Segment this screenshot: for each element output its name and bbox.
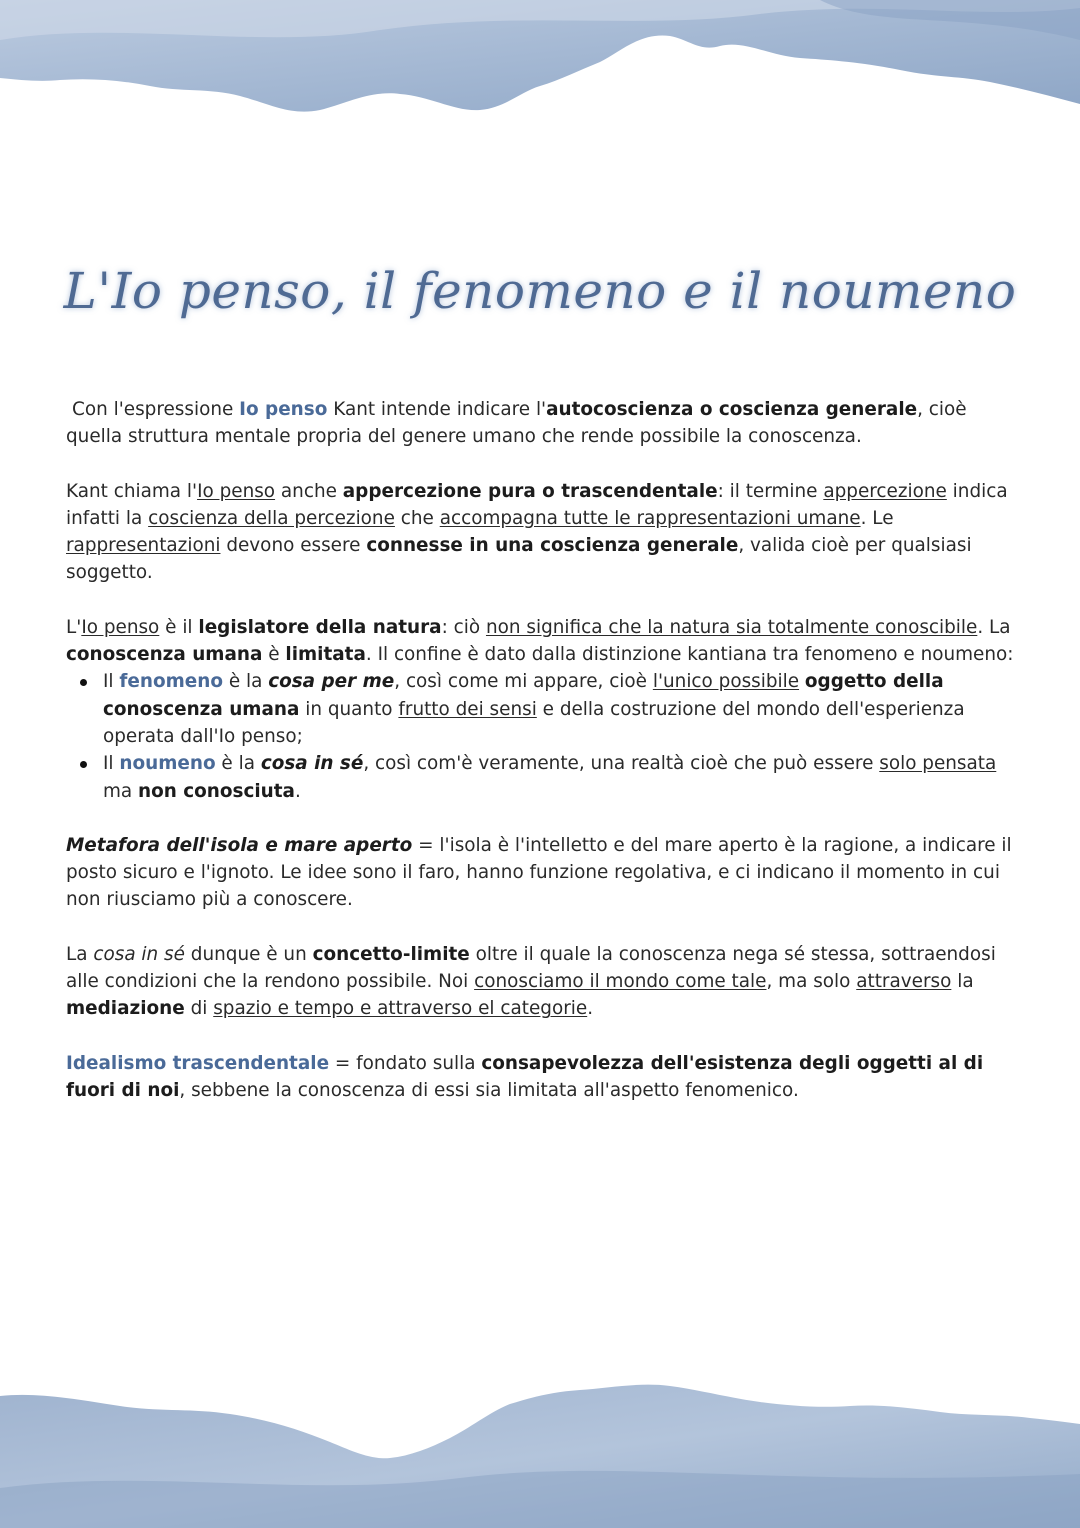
paragraph-legislatore: L'Io penso è il legislatore della natura: ciò non significa che la natura sia totalmente conoscibile. La conoscenza umana è limitata. Il confine è dato dalla distinzione kantiana tra fenomeno e noumeno:: [66, 616, 1014, 666]
term-io-penso: Io penso: [239, 399, 328, 420]
bottom-watercolor-decoration: [0, 1378, 1080, 1528]
paragraph-metafora: Metafora dell'isola e mare aperto = l'isola è l'intelletto e del mare aperto è la ragione, a indicare il posto sicuro e l'ignoto. Le idee sono il faro, hanno funzione regolativa, e ci indicano il momento in cui non riusciamo più a conoscere.: [66, 834, 1012, 911]
paragraph-cosa-in-se: La cosa in sé dunque è un concetto-limite oltre il quale la conoscenza nega sé stessa, sottraendosi alle condizioni che la rendono possibile. Noi conosciamo il mondo come tale, ma solo attraverso la mediazione di spazio e tempo e attraverso el categorie.: [66, 943, 996, 1020]
paragraph-appercezione: Kant chiama l'Io penso anche appercezione pura o trascendentale: il termine appercezione indica infatti la coscienza della percezione che accompagna tutte le rappresentazioni umane. Le rappresentazioni devono essere connesse in una coscienza generale, valida cioè per qualsiasi soggetto.: [66, 480, 1008, 584]
paragraph-idealismo: Idealismo trascendentale = fondato sulla consapevolezza dell'esistenza degli oggetti al di fuori di noi, sebbene la conoscenza di essi sia limitata all'aspetto fenomenico.: [66, 1052, 984, 1101]
list-item-noumeno: Il noumeno è la cosa in sé, così com'è veramente, una realtà cioè che può essere solo pensata ma non conosciuta.: [103, 750, 1016, 805]
document-body: [66, 396, 1016, 1131]
page-title: L'Io penso, il fenomeno e il noumeno: [63, 262, 1017, 320]
top-watercolor-decoration: [0, 0, 1080, 170]
fenomeno-noumeno-list: [66, 668, 1016, 804]
paragraph-io-penso-definition: Con l'espressione Io penso Kant intende indicare l'autocoscienza o coscienza generale, cioè quella struttura mentale propria del genere umano che rende possibile la conoscenza.: [66, 399, 967, 448]
list-item-fenomeno: Il fenomeno è la cosa per me, così come mi appare, cioè l'unico possibile oggetto della conoscenza umana in quanto frutto dei sensi e della costruzione del mondo dell'esperienza operata dall'Io penso;: [103, 668, 1016, 750]
